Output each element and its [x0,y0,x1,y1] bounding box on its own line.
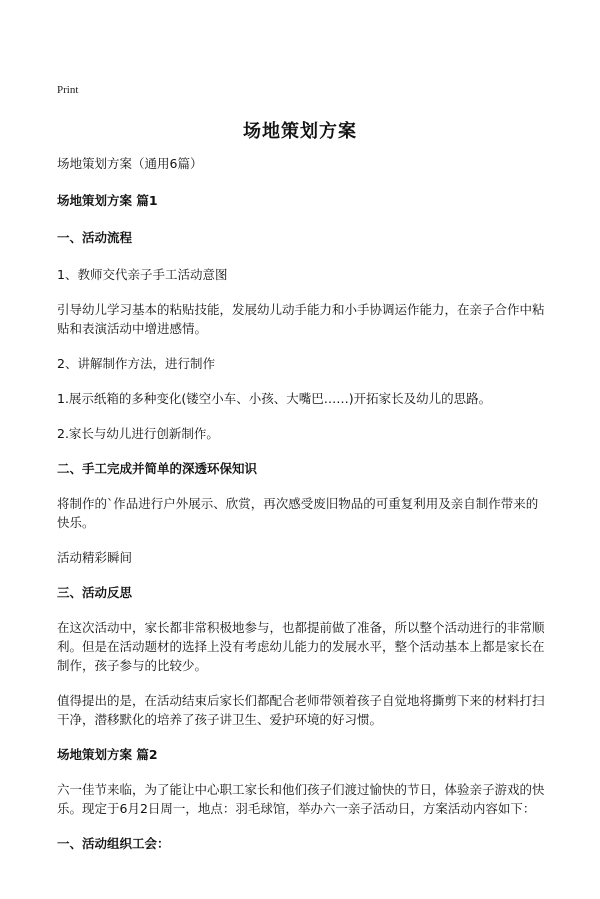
sub-heading: 一、活动流程 [57,230,133,245]
paragraph: 在这次活动中，家长都非常积极地参与，也都提前做了准备，所以整个活动进行的非常顺利。但是在活动题材的选择上没有考虑幼儿能力的发展水平，整个活动基本上都是家长在制作，孩子参与的比较少。 [57,620,545,673]
paragraph: 1.展示纸箱的多种变化(镂空小车、小孩、大嘴巴……)开拓家长及幼儿的思路。 [57,391,492,406]
section-heading: 场地策划方案 篇1 [57,193,158,208]
sub-heading: 三、活动反思 [57,585,133,600]
paragraph: 活动精彩瞬间 [57,550,133,565]
paragraph: 引导幼儿学习基本的粘贴技能，发展幼儿动手能力和小手协调运作能力，在亲子合作中粘贴和表演活动中增进感情。 [57,302,545,336]
paragraph: 2.家长与幼儿进行创新制作。 [57,426,219,441]
sub-heading: 二、手工完成并简单的深透环保知识 [57,461,258,476]
paragraph: 将制作的`作品进行户外展示、欣赏，再次感受废旧物品的可重复利用及亲自制作带来的快乐。 [57,496,539,530]
section-heading: 场地策划方案 篇2 [57,747,158,762]
paragraph: 1、教师交代亲子手工活动意图 [57,267,228,282]
paragraph: 六一佳节来临，为了能让中心职工家长和他们孩子们渡过愉快的节日，体验亲子游戏的快乐。现定于6月2日周一，地点：羽毛球馆，举办六一亲子活动日，方案活动内容如下： [57,782,545,816]
print-label: Print [57,84,79,96]
paragraph: 2、讲解制作方法，进行制作 [57,356,215,371]
document-title: 场地策划方案 [243,121,357,142]
paragraph: 值得提出的是，在活动结束后家长们都配合老师带领着孩子自觉地将撕剪下来的材料打扫干净，潜移默化的培养了孩子讲卫生、爱护环境的好习惯。 [57,693,545,727]
subtitle: 场地策划方案（通用6篇） [57,156,203,171]
sub-heading: 一、活动组织工会： [57,836,170,851]
document-body [57,154,547,853]
